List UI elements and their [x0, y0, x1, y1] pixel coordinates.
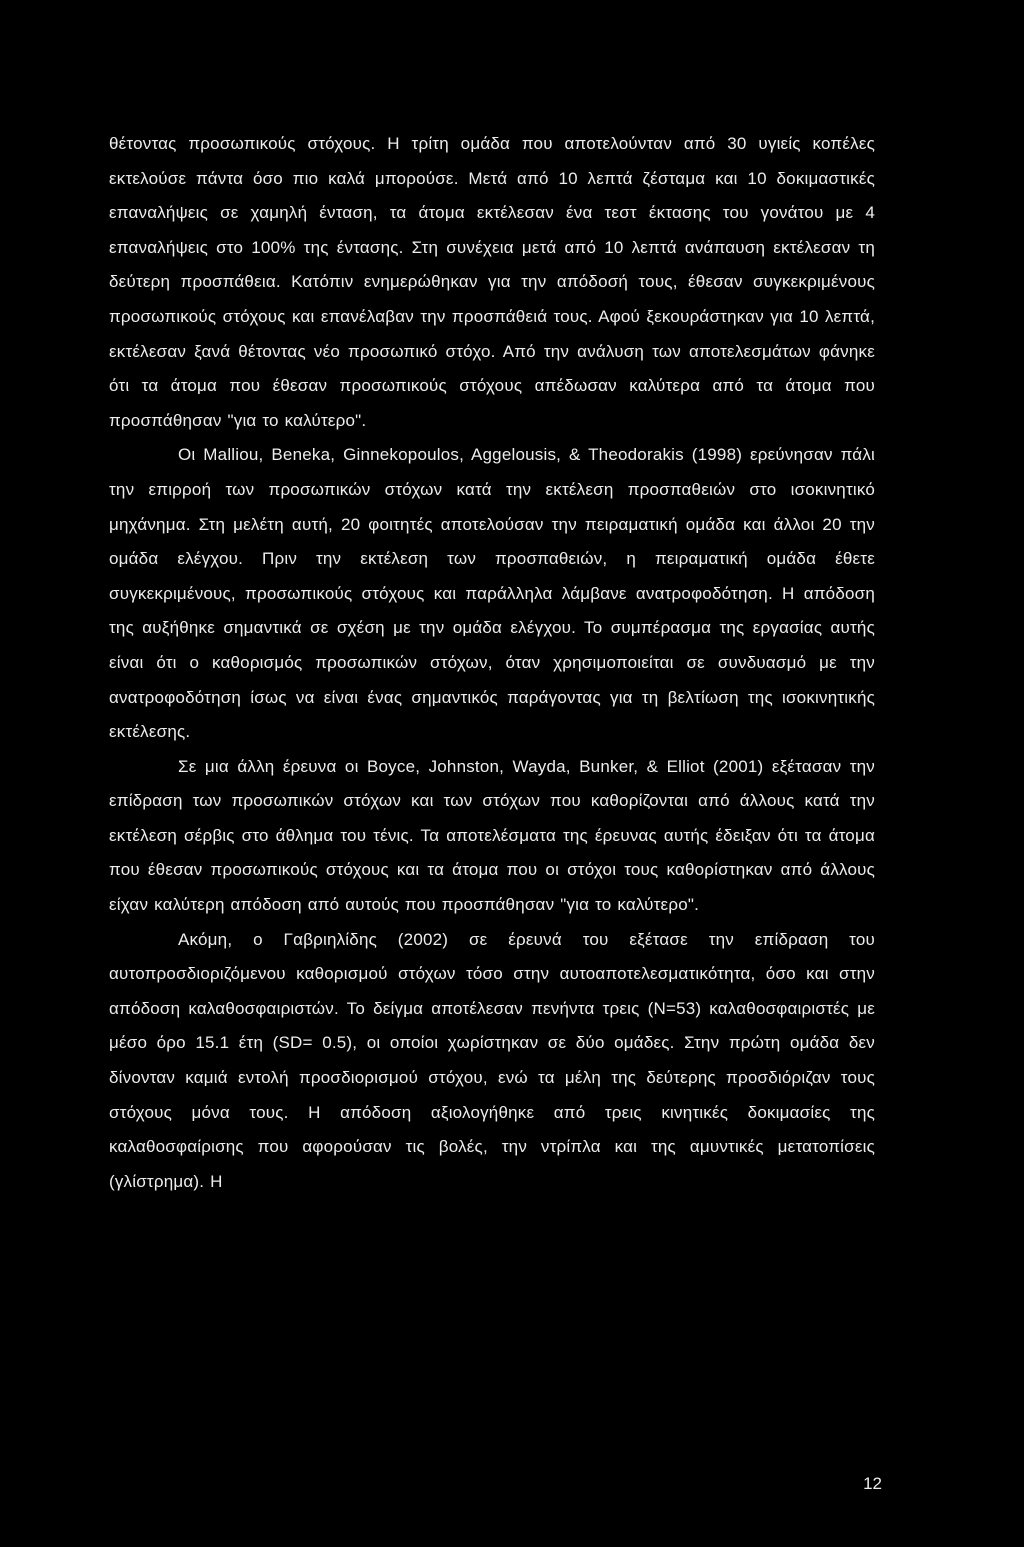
- paragraph-continuation: θέτοντας προσωπικούς στόχους. Η τρίτη ομάδα που αποτελούνταν από 30 υγιείς κοπέλες εκτελούσε πάντα όσο πιο καλά μπορούσε. Μετά από 10 λεπτά ζέσταμα και 10 δοκιμαστικές επαναλήψεις σε χαμηλή ένταση, τα άτομα εκτέλεσαν ένα τεστ έκτασης του γονάτου με 4 επαναλήψεις στο 100% της έντασης. Στη συνέχεια μετά από 10 λεπτά ανάπαυση εκτέλεσαν τη δεύτερη προσπάθεια. Κατόπιν ενημερώθηκαν για την απόδοσή τους, έθεσαν συγκεκριμένους προσωπικούς στόχους και επανέλαβαν την προσπάθειά τους. Αφού ξεκουράστηκαν για 10 λεπτά, εκτέλεσαν ξανά θέτοντας νέο προσωπικό στόχο. Από την ανάλυση των αποτελεσμάτων φάνηκε ότι τα άτομα που έθεσαν προσωπικούς στόχους απέδωσαν καλύτερα από τα άτομα που προσπάθησαν "για το καλύτερο".: [109, 134, 875, 430]
- paragraph-malliou-study: Οι Malliou, Beneka, Ginnekopoulos, Aggelousis, & Theodorakis (1998) ερεύνησαν πάλι την επιρροή των προσωπικών στόχων κατά την εκτέλεση προσπαθειών στο ισοκινητικό μηχάνημα. Στη μελέτη αυτή, 20 φοιτητές αποτελούσαν την πειραματική ομάδα και άλλοι 20 την ομάδα ελέγχου. Πριν την εκτέλεση των προσπαθειών, η πειραματική ομάδα έθετε συγκεκριμένους, προσωπικούς στόχους και παράλληλα λάμβανε ανατροφοδότηση. Η απόδοση της αυξήθηκε σημαντικά σε σχέση με την ομάδα ελέγχου. Το συμπέρασμα της εργασίας αυτής είναι ότι ο καθορισμός προσωπικών στόχων, όταν χρησιμοποιείται σε συνδυασμό με την ανατροφοδότηση ίσως να είναι ένας σημαντικός παράγοντας για τη βελτίωση της ισοκινητικής εκτέλεσης.: [109, 445, 875, 742]
- paragraph-boyce-study: Σε μια άλλη έρευνα οι Boyce, Johnston, Wayda, Bunker, & Elliot (2001) εξέτασαν την επίδραση των προσωπικών στόχων και των στόχων που καθορίζονται από άλλους κατά την εκτέλεση σέρβις στο άθλημα του τένις. Τα αποτελέσματα της έρευνας αυτής έδειξαν ότι τα άτομα που έθεσαν προσωπικούς στόχους και τα άτομα που οι στόχοι τους καθορίστηκαν από άλλους είχαν καλύτερη απόδοση από αυτούς που προσπάθησαν "για το καλύτερο".: [109, 756, 875, 915]
- paragraph-gavriilidis-study: Ακόμη, ο Γαβριηλίδης (2002) σε έρευνά του εξέτασε την επίδραση του αυτοπροσδιοριζόμενου καθορισμού στόχων τόσο στην αυτοαποτελεσματικότητα, όσο και στην απόδοση καλαθοσφαιριστών. Το δείγμα αποτέλεσαν πενήντα τρεις (Ν=53) καλαθοσφαιριστές με μέσο όρο 15.1 έτη (SD= 0.5), οι οποίοι χωρίστηκαν σε δύο ομάδες. Στην πρώτη ομάδα δεν δίνονταν καμιά εντολή προσδιορισμού στόχου, ενώ τα μέλη της δεύτερης προσδιόριζαν τους στόχους μόνα τους. Η απόδοση αξιολογήθηκε από τρεις κινητικές δοκιμασίες της καλαθοσφαίρισης που αφορούσαν τις βολές, την ντρίπλα και της αμυντικές μετατοπίσεις (γλίστρημα). Η: [109, 929, 875, 1191]
- document-body: [109, 127, 875, 1199]
- page-number: 12: [863, 1474, 882, 1493]
